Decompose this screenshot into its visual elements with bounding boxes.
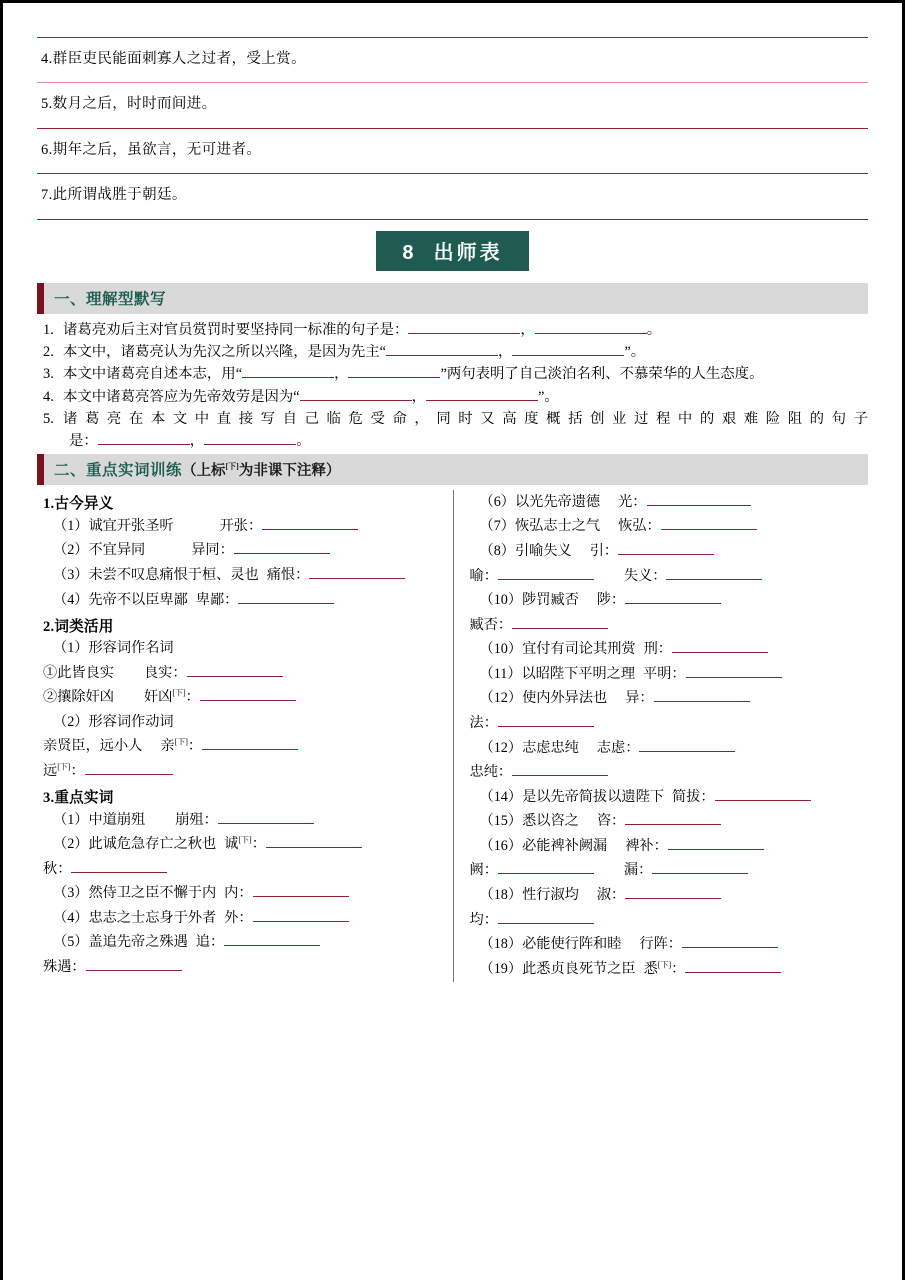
- exercise-item-text: （14）是以先帝简拔以遗陛下: [479, 788, 664, 805]
- exercise-item-label: 奸凶: [143, 689, 173, 706]
- question-text: ，: [411, 388, 427, 405]
- exercise-item-text: （4）忠志之士忘身于外者: [53, 909, 217, 926]
- chapter-title-chip: [376, 231, 528, 271]
- question-number: 4.: [43, 388, 54, 405]
- answer-blank[interactable]: [386, 355, 498, 356]
- exercise-item-text: （16）必能裨补阙漏: [479, 837, 608, 854]
- answer-blank[interactable]: [512, 628, 608, 629]
- exercise-item: [470, 515, 859, 540]
- note-post: 为非课下注释）: [238, 463, 341, 480]
- question-text: 诸葛亮劝后主对官员赏罚时要坚持同一标准的句子是：: [63, 321, 409, 338]
- question-text: ”。: [538, 388, 559, 405]
- question-body: [63, 342, 868, 362]
- exercise-item: [43, 759, 443, 784]
- exercise-item-colon: ：: [70, 762, 85, 779]
- exercise-item-label: 光：: [618, 493, 647, 510]
- answer-blank[interactable]: [238, 603, 334, 604]
- sentence-item: 5.数月之后，时时而间进。: [41, 96, 217, 113]
- exercise-item-text: （3）然侍卫之臣不懈于内: [53, 885, 217, 902]
- note-pre: （上标: [182, 463, 226, 480]
- exercise-group-title: 2.词类活用: [43, 618, 114, 635]
- exercise-item: [470, 761, 859, 786]
- answer-blank[interactable]: [715, 800, 811, 801]
- exercise-item-label: 悉: [643, 960, 658, 977]
- exercise-item: [470, 711, 859, 736]
- answer-blank[interactable]: [661, 529, 757, 530]
- note-superscript: [下]: [225, 462, 239, 472]
- exercise-item: [470, 908, 859, 933]
- answer-blank[interactable]: [348, 377, 440, 378]
- exercise-item-text: 忠纯：: [469, 764, 513, 781]
- footnote-marker: [下]: [174, 737, 188, 747]
- exercise-item-text: 均：: [469, 911, 498, 928]
- exercise-item-text: （10）陟罚臧否: [479, 592, 579, 609]
- answer-blank[interactable]: [253, 896, 349, 897]
- exercise-item: [470, 834, 859, 859]
- exercise-item-label: 咨：: [596, 813, 626, 830]
- exercise-item-text: 臧否：: [469, 616, 513, 633]
- exercise-item-label: 异同：: [191, 542, 234, 559]
- exercise-column-right: [453, 490, 869, 982]
- exercise-item-label: 淑：: [596, 887, 626, 904]
- exercise-item-colon: ：: [671, 960, 686, 977]
- exercise-item-label: 内：: [224, 885, 253, 902]
- section-heading-2-note: [182, 463, 340, 479]
- answer-blank[interactable]: [535, 333, 647, 334]
- exercise-item-text: （6）以光先帝遗德: [479, 493, 601, 510]
- exercise-item: [43, 539, 443, 564]
- answer-blank[interactable]: [618, 554, 714, 555]
- exercise-item: [470, 933, 859, 958]
- chapter-name: 出师表: [433, 241, 503, 264]
- exercise-item-label: 追：: [195, 934, 225, 951]
- answer-blank[interactable]: [218, 823, 314, 824]
- exercise-item: [43, 808, 443, 833]
- answer-blank[interactable]: [654, 701, 750, 702]
- section-heading-1-label: 一、理解型默写: [54, 290, 167, 308]
- exercise-item-text: 殊遇：: [43, 959, 86, 976]
- answer-blank[interactable]: [672, 652, 768, 653]
- answer-blank[interactable]: [498, 923, 594, 924]
- exercise-item-text: （1）中道崩殂: [53, 811, 146, 828]
- exercise-item-text: 秋：: [43, 860, 72, 877]
- answer-blank[interactable]: [262, 529, 358, 530]
- answer-blank[interactable]: [234, 553, 330, 554]
- exercise-item-text: （15）悉以咨之: [479, 813, 579, 830]
- question-list: [37, 319, 868, 452]
- footnote-marker: [下]: [657, 960, 672, 970]
- exercise-item-text: ②攘除奸凶: [43, 689, 114, 706]
- exercise-item-text: 喻：: [469, 567, 498, 584]
- answer-blank[interactable]: [685, 972, 781, 973]
- exercise-item-text: （2）形容词作动词: [53, 713, 174, 730]
- exercise-item-colon: ：: [185, 689, 200, 706]
- exercise-item-text: ①此皆良实: [43, 664, 114, 681]
- answer-blank[interactable]: [668, 849, 764, 850]
- exercise-item-text: 法：: [469, 714, 498, 731]
- exercise-column-left: [37, 490, 453, 982]
- question-row: [37, 341, 868, 363]
- question-row: [37, 408, 868, 430]
- exercise-item: [470, 785, 859, 810]
- question-row: [37, 319, 868, 341]
- exercise-item-text: 亲贤臣，远小人: [43, 738, 143, 755]
- question-text: 是：: [69, 432, 98, 449]
- exercise-item: [470, 539, 859, 564]
- exercise-item: [43, 882, 443, 907]
- question-text: 。: [646, 321, 662, 338]
- top-sentence-list: [37, 37, 868, 220]
- exercise-item-label: 简拔：: [671, 788, 715, 805]
- exercise-item-text: （10）宜付有司论其刑赏: [479, 641, 636, 658]
- question-continuation: [37, 431, 868, 451]
- answer-blank[interactable]: [426, 400, 538, 401]
- exercise-group-title: 3.重点实词: [43, 790, 114, 807]
- exercise-item-text: 阙：: [469, 862, 498, 879]
- chapter-number: 8: [402, 241, 417, 264]
- answer-blank[interactable]: [625, 898, 721, 899]
- question-body: 诸葛亮在本文中直接写自己临危受命，同时又高度概括创业过程中的艰难险阻的句子: [63, 411, 868, 428]
- section-heading-2: [37, 454, 868, 485]
- question-number: 5.: [43, 411, 54, 428]
- answer-blank[interactable]: [266, 847, 362, 848]
- question-text: ，: [334, 366, 349, 383]
- question-text: ，: [189, 432, 205, 449]
- exercise-item-label: 漏：: [623, 862, 653, 879]
- question-text: 本文中诸葛亮答应为先帝效劳是因为“: [63, 388, 300, 405]
- exercise-item: [43, 906, 443, 931]
- sentence-item: 6.期年之后，虽欲言，无可进者。: [41, 141, 262, 158]
- section-heading-2-label: 二、重点实词训练: [54, 462, 183, 480]
- answer-blank[interactable]: [85, 774, 173, 775]
- answer-blank[interactable]: [625, 603, 721, 604]
- answer-blank[interactable]: [309, 578, 405, 579]
- exercise-item-text: （18）性行淑均: [479, 887, 579, 904]
- chapter-title-wrapper: [37, 220, 868, 280]
- answer-blank[interactable]: [512, 775, 608, 776]
- answer-blank[interactable]: [682, 947, 778, 948]
- exercise-item: [43, 637, 443, 662]
- exercise-item-label: 引：: [589, 542, 619, 559]
- answer-blank[interactable]: [686, 677, 782, 678]
- answer-blank[interactable]: [647, 505, 751, 506]
- exercise-item-colon: ：: [187, 738, 203, 755]
- exercise-item: [470, 613, 859, 638]
- question-row: [37, 363, 868, 385]
- footnote-marker: [下]: [57, 762, 71, 772]
- exercise-item-text: （3）未尝不叹息痛恨于桓、灵也: [53, 566, 259, 583]
- exercise-item-label: 失义：: [623, 567, 667, 584]
- exercise-item-text: （11）以昭陛下平明之理: [479, 665, 636, 682]
- exercise-item: [470, 662, 859, 687]
- exercise-item-text: （2）此诚危急存亡之秋也: [53, 836, 217, 853]
- answer-blank[interactable]: [512, 355, 624, 356]
- exercise-item: [43, 710, 443, 735]
- question-number: 3.: [43, 366, 54, 383]
- exercise-item-text: （8）引喻失义: [479, 542, 572, 559]
- exercise-item: [43, 735, 443, 760]
- question-text: ”两句表明了自己淡泊名利、不慕荣华的人生态度。: [440, 366, 764, 383]
- exercise-item-label: 行阵：: [639, 936, 682, 953]
- exercise-item: [43, 857, 443, 882]
- exercise-item-text: （18）必能使行阵和睦: [479, 936, 622, 953]
- exercise-item-label: 志虑：: [596, 739, 640, 756]
- exercise-item-label: 良实：: [143, 664, 187, 681]
- answer-blank[interactable]: [498, 579, 594, 580]
- exercise-item: [43, 661, 443, 686]
- exercise-item-text: （5）盖追先帝之殊遇: [53, 934, 188, 951]
- question-text: ”。: [624, 344, 646, 361]
- exercise-item-text: （4）先帝不以臣卑鄙: [53, 591, 188, 608]
- exercise-item: [470, 564, 859, 589]
- answer-blank[interactable]: [666, 579, 762, 580]
- exercise-item-text: （2）不宜异同: [53, 542, 146, 559]
- exercise-item-colon: ：: [251, 836, 266, 853]
- two-column-exercise-area: [37, 490, 868, 982]
- exercise-item-text: （1）形容词作名词: [53, 640, 174, 657]
- exercise-item-label: 异：: [625, 690, 654, 707]
- question-body: [63, 387, 868, 407]
- answer-blank[interactable]: [71, 872, 167, 873]
- exercise-item-text: （12）使内外异法也: [479, 690, 608, 707]
- answer-blank[interactable]: [300, 400, 412, 401]
- exercise-item-label: 开张：: [219, 517, 263, 534]
- answer-blank[interactable]: [224, 945, 320, 946]
- exercise-item-text: （7）恢弘志士之气: [479, 518, 601, 535]
- exercise-item: [470, 810, 859, 835]
- answer-blank[interactable]: [202, 749, 298, 750]
- question-body: [63, 364, 868, 384]
- exercise-item-label: 外：: [224, 909, 253, 926]
- question-text: 本文中，诸葛亮认为先汉之所以兴隆，是因为先主“: [63, 344, 386, 361]
- question-text: 。: [296, 432, 311, 449]
- footnote-marker: [下]: [172, 688, 186, 698]
- exercise-item-text: （19）此悉贞良死节之臣: [479, 960, 636, 977]
- question-text: ，: [520, 321, 535, 338]
- question-number: 2.: [43, 344, 54, 361]
- exercise-item: [43, 588, 443, 613]
- exercise-item: [470, 957, 859, 982]
- exercise-item: [43, 833, 443, 858]
- answer-blank[interactable]: [253, 921, 349, 922]
- exercise-item-label: 陟：: [596, 592, 626, 609]
- exercise-item: [470, 638, 859, 663]
- exercise-item-label: 痛恨：: [266, 566, 310, 583]
- answer-blank[interactable]: [652, 873, 748, 874]
- exercise-item-label: 裨补：: [625, 837, 668, 854]
- exercise-item: [43, 686, 443, 711]
- exercise-item-text: 远: [43, 762, 58, 779]
- exercise-item: [43, 931, 443, 956]
- exercise-item-label: 刑：: [643, 641, 672, 658]
- exercise-item: [43, 514, 443, 539]
- exercise-item-label: 平明：: [643, 665, 686, 682]
- question-body: [63, 320, 868, 340]
- question-text: 本文中诸葛亮自述本志，用“: [63, 366, 243, 383]
- sentence-item: 4.群臣吏民能面刺寡人之过者，受上赏。: [41, 51, 306, 67]
- answer-blank[interactable]: [639, 751, 735, 752]
- exercise-item: [470, 884, 859, 909]
- answer-blank[interactable]: [242, 377, 334, 378]
- exercise-item: [470, 490, 859, 515]
- exercise-item: [470, 736, 859, 761]
- exercise-item-text: （12）志虑忠纯: [479, 739, 579, 756]
- section-heading-1: [37, 283, 868, 314]
- question-row: [37, 386, 868, 408]
- answer-blank[interactable]: [98, 444, 190, 445]
- exercise-item-text: （1）诚宜开张圣听: [53, 517, 174, 534]
- answer-blank[interactable]: [408, 333, 520, 334]
- answer-blank[interactable]: [204, 444, 296, 445]
- page-content: [3, 3, 902, 982]
- exercise-item: [43, 563, 443, 588]
- exercise-item-label: 恢弘：: [618, 518, 661, 535]
- exercise-item: [470, 687, 859, 712]
- answer-blank[interactable]: [200, 700, 296, 701]
- answer-blank[interactable]: [498, 726, 594, 727]
- answer-blank[interactable]: [498, 873, 594, 874]
- exercise-item-label: 诚: [224, 836, 239, 853]
- answer-blank[interactable]: [625, 824, 721, 825]
- exercise-item: [470, 589, 859, 614]
- question-text: ，: [497, 344, 513, 361]
- exercise-item-label: 亲: [160, 738, 175, 755]
- question-number: 1.: [43, 321, 54, 338]
- exercise-item: [43, 956, 443, 981]
- sentence-item: 7.此所谓战胜于朝廷。: [41, 187, 187, 204]
- answer-blank[interactable]: [86, 970, 182, 971]
- exercise-item: [470, 859, 859, 884]
- exercise-group-title: 1.古今异义: [43, 496, 114, 513]
- answer-blank[interactable]: [187, 676, 283, 677]
- exercise-item-label: 崩殂：: [175, 811, 218, 828]
- exercise-item-label: 卑鄙：: [195, 591, 239, 608]
- footnote-marker: [下]: [238, 835, 252, 845]
